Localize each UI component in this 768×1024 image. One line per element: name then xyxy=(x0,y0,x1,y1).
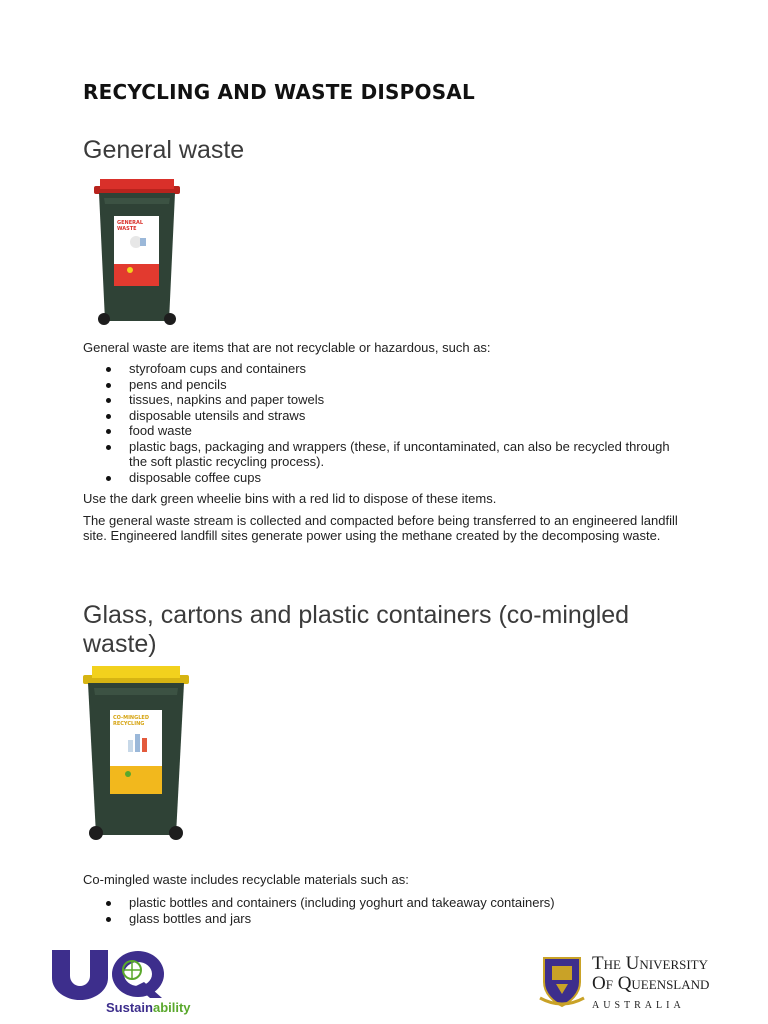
general-waste-list xyxy=(83,361,683,485)
list-item xyxy=(83,911,683,927)
sustainability-suffix: ability xyxy=(152,1000,191,1015)
comingled-heading-line-2: waste) xyxy=(83,630,157,658)
list-item-text: food waste xyxy=(129,423,192,438)
uq-line-1: The University xyxy=(592,953,709,974)
bullet-icon xyxy=(106,429,111,434)
list-item xyxy=(83,361,683,377)
general-intro: General waste are items that are not recyclable or hazardous, such as: xyxy=(83,340,491,355)
bin-wheel-right xyxy=(169,826,183,840)
bin-wheel-left xyxy=(98,313,110,325)
list-item xyxy=(83,895,683,911)
list-item-text: plastic bags, packaging and wrappers (these, if uncontaminated, can also be recycled through the soft plastic recycling process). xyxy=(129,438,670,469)
comingled-heading-line-1: Glass, cartons and plastic containers (co-mingled xyxy=(83,601,630,629)
list-item xyxy=(83,408,683,424)
uq-monogram-icon xyxy=(52,950,164,1000)
list-item xyxy=(83,470,683,486)
bullet-icon xyxy=(106,901,111,906)
bullet-icon xyxy=(106,445,111,450)
bin-lid xyxy=(92,666,180,678)
list-item-text: disposable coffee cups xyxy=(129,469,262,485)
uq-crest-icon xyxy=(538,954,586,1008)
document-title: RECYCLING AND WASTE DISPOSAL xyxy=(83,80,475,104)
bullet-icon xyxy=(106,383,111,388)
uq-line-2: Of Queensland xyxy=(592,973,710,994)
comingled-heading xyxy=(83,601,629,659)
general-instruction: Use the dark green wheelie bins with a red lid to dispose of these items. xyxy=(83,491,497,506)
list-item xyxy=(83,423,683,439)
bin-lid xyxy=(100,179,174,189)
bin-label-text-2: WASTE xyxy=(117,226,137,232)
uq-university-logo xyxy=(538,954,738,1014)
bullet-icon xyxy=(106,917,111,922)
comingled-intro: Co-mingled waste includes recyclable materials such as: xyxy=(83,872,409,887)
bin-label-text-1: GENERAL xyxy=(117,220,144,226)
list-item-text: styrofoam cups and containers xyxy=(129,361,307,376)
sustainability-prefix: Sustain xyxy=(106,1000,153,1015)
list-item xyxy=(83,377,683,393)
list-item xyxy=(83,439,683,470)
bin-wheel-left xyxy=(89,826,103,840)
uq-line-3: AUSTRALIA xyxy=(592,1000,685,1011)
uq-sustainability-logo xyxy=(52,950,214,1020)
list-item-text: plastic bottles and containers (including yoghurt and takeaway containers) xyxy=(129,895,555,910)
bullet-icon xyxy=(106,414,111,419)
bullet-icon xyxy=(106,476,111,481)
comingled-bin-image xyxy=(80,662,192,846)
bin-label-text-1: CO-MINGLED xyxy=(113,715,149,721)
bullet-icon xyxy=(106,398,111,403)
general-waste-heading: General waste xyxy=(83,136,245,164)
comingled-list xyxy=(83,895,683,926)
bullet-icon xyxy=(106,367,111,372)
bin-wheel-right xyxy=(164,313,176,325)
general-description: The general waste stream is collected and compacted before being transferred to an engineered landfill site. Engineered landfill sites generate power using the methane created by the decomposing waste. xyxy=(83,513,678,544)
sustainability-wordmark xyxy=(106,1000,191,1015)
list-item-text: glass bottles and jars xyxy=(129,910,252,926)
list-item xyxy=(83,392,683,408)
list-item-text: tissues, napkins and paper towels xyxy=(129,392,325,407)
general-waste-bin-image xyxy=(90,176,184,330)
uq-wordmark xyxy=(592,954,709,1016)
list-item-text: pens and pencils xyxy=(129,376,227,392)
list-item-text: disposable utensils and straws xyxy=(129,407,306,423)
bin-label-text-2: RECYCLING xyxy=(113,721,145,727)
